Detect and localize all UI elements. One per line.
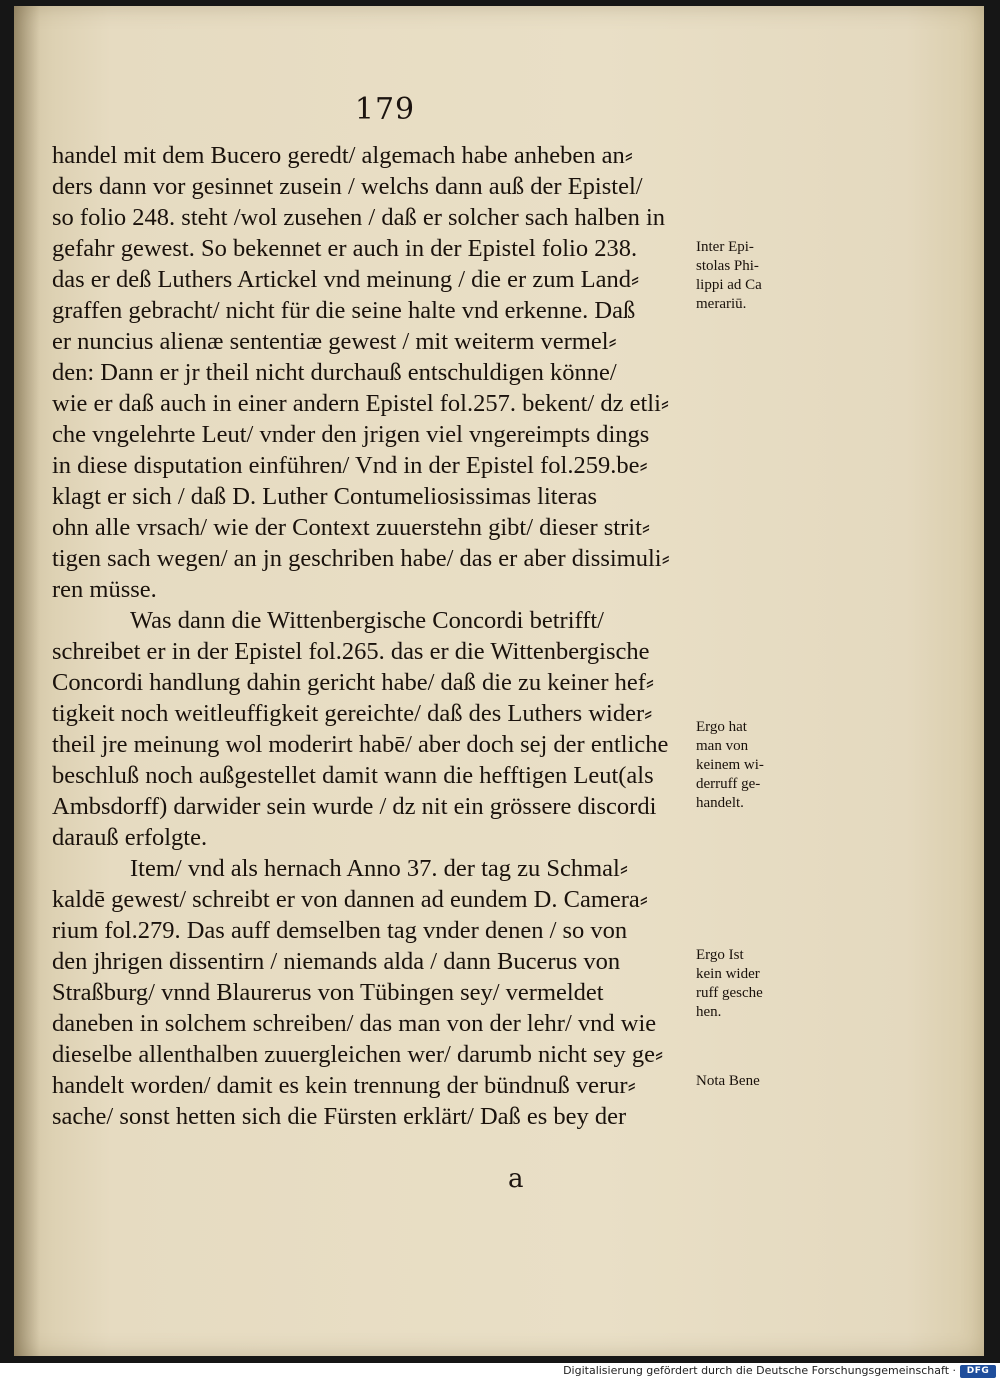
signature-mark: a [508,1164,524,1194]
margin-note [696,946,806,1022]
text-line: darauß erfolgte. [52,824,208,851]
margin-note [696,1072,806,1091]
text-line: Ambsdorff) darwider sein wurde / dz nit ein grössere discordi [52,793,657,820]
text-line: rium fol.279. Das auff demselben tag vnder denen / so von [52,917,628,944]
text-line: che vngelehrte Leut/ vnder den jrigen viel vngereimpts dings [52,421,650,448]
margin-note-line: lippi ad Ca [696,277,762,293]
margin-note-line: stolas Phi- [696,258,759,274]
text-line: wie er daß auch in einer andern Epistel fol.257. bekent/ dz etli⸗ [52,390,670,417]
margin-note-line: merariū. [696,296,747,312]
text-line: graffen gebracht/ nicht für die seine halte vnd erkenne. Daß [52,297,636,324]
margin-note-line: Nota Bene [696,1073,760,1089]
text-line: das er deß Luthers Artickel vnd meinung / die er zum Land⸗ [52,266,640,293]
text-line: Item/ vnd als hernach Anno 37. der tag zu Schmal⸗ [130,855,629,882]
text-line: handel mit dem Bucero geredt/ algemach habe anheben an⸗ [52,142,633,169]
text-line: klagt er sich / daß D. Luther Contumeliosissimas literas [52,483,598,510]
page-number: 179 [354,92,416,127]
margin-note-line: keinem wi- [696,757,764,773]
dfg-logo: DFG [960,1365,996,1378]
text-line: ohn alle vrsach/ wie der Context zuuerstehn gibt/ dieser strit⸗ [52,514,651,541]
text-line: in diese disputation einführen/ Vnd in der Epistel fol.259.be⸗ [52,452,648,479]
text-line: ders dann vor gesinnet zusein / welchs dann auß der Epistel/ [52,173,643,200]
margin-note-line: Ergo hat [696,719,747,735]
text-line: gefahr gewest. So bekennet er auch in der Epistel folio 238. [52,235,638,262]
margin-note-line: ruff gesche [696,985,763,1001]
text-line: handelt worden/ damit es kein trennung der bündnuß verur⸗ [52,1072,636,1099]
margin-note-line: derruff ge- [696,776,761,792]
margin-note [696,238,806,314]
text-line: den: Dann er jr theil nicht durchauß entschuldigen könne/ [52,359,617,386]
margin-note-line: hen. [696,1004,722,1020]
margin-note-line: Ergo Ist [696,947,744,963]
text-line: dieselbe allenthalben zuuergleichen wer/ darumb nicht sey ge⸗ [52,1041,664,1068]
body-text [52,140,712,1132]
margin-note [696,718,806,813]
text-line: tigkeit noch weitleuffigkeit gereichte/ daß des Luthers wider⸗ [52,700,653,727]
margin-note-line: man von [696,738,749,754]
text-line: er nuncius alienæ sententiæ gewest / mit weiterm vermel⸗ [52,328,617,355]
margin-note-line: handelt. [696,795,744,811]
text-line: daneben in solchem schreiben/ das man von der lehr/ vnd wie [52,1010,657,1037]
text-line: theil jre meinung wol moderirt habē/ aber doch sej der entliche [52,731,669,758]
text-line: kaldē gewest/ schreibt er von dannen ad eundem D. Camera⸗ [52,886,648,913]
text-line: Concordi handlung dahin gericht habe/ daß die zu keiner hef⸗ [52,669,655,696]
text-line: schreibet er in der Epistel fol.265. das er die Wittenbergische [52,638,650,665]
text-line: Was dann die Wittenbergische Concordi betrifft/ [130,607,604,634]
margin-note-line: kein wider [696,966,760,982]
page-binding-shadow [14,6,40,1356]
margin-note-line: Inter Epi- [696,239,754,255]
footer-bar [0,1363,1000,1381]
text-line: beschluß noch außgestellet damit wann die hefftigen Leut(als [52,762,654,789]
text-line: den jhrigen dissentirn / niemands alda / dann Bucerus von [52,948,621,975]
text-line: tigen sach wegen/ an jn geschriben habe/ das er aber dissimuli⸗ [52,545,670,572]
text-line: Straßburg/ vnnd Blaurerus von Tübingen sey/ vermeldet [52,979,604,1006]
text-line: so folio 248. steht /wol zusehen / daß er solcher sach halben in [52,204,666,231]
text-line: sache/ sonst hetten sich die Fürsten erklärt/ Daß es bey der [52,1103,627,1130]
text-line: ren müsse. [52,576,157,603]
footer-credit: Digitalisierung gefördert durch die Deutsche Forschungsgemeinschaft · [563,1364,956,1377]
